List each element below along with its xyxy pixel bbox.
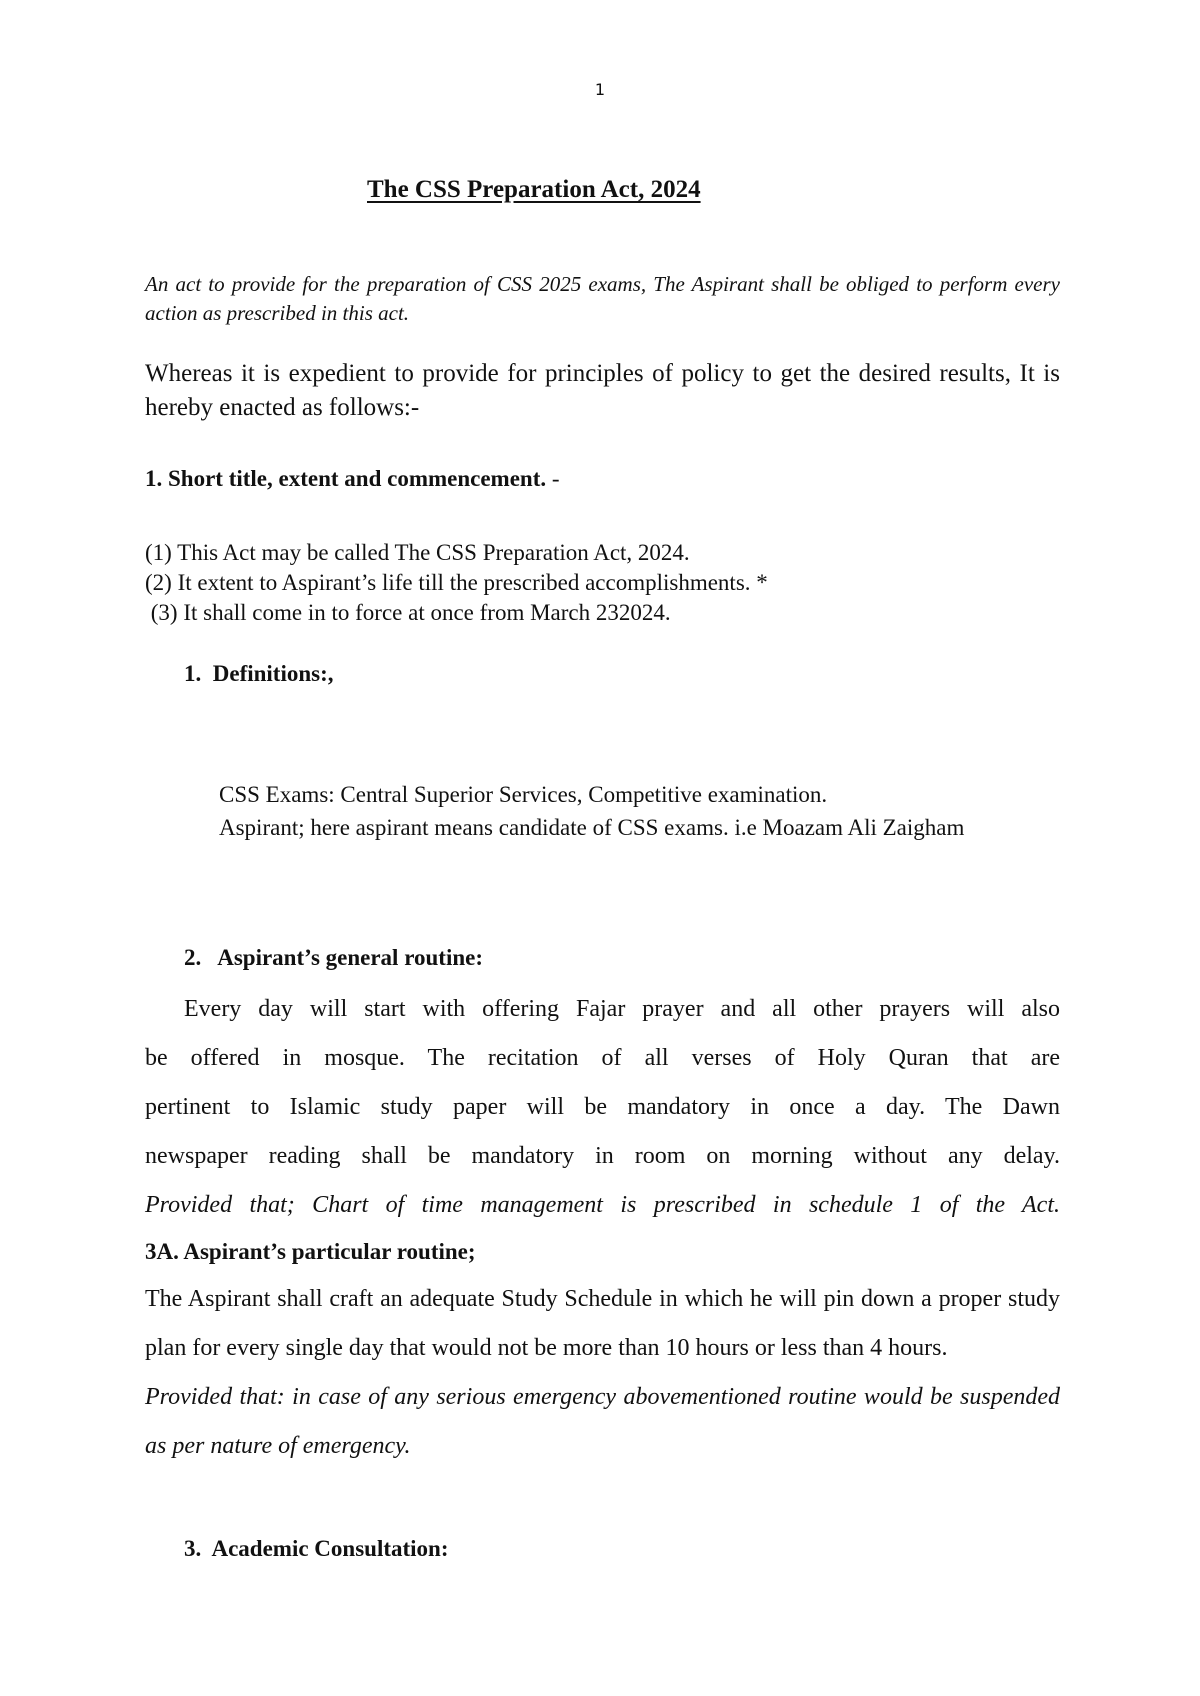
particular-routine-text: The Aspirant shall craft an adequate Study Schedule in which he will pin down a proper study plan for every single day that would not be more than 10 hours or less than 4 hours. [145, 1286, 1060, 1361]
clause-1: (1) This Act may be called The CSS Preparation Act, 2024. [145, 540, 690, 565]
definition-css-exams: CSS Exams: Central Superior Services, Competitive examination. [219, 782, 828, 807]
preamble: An act to provide for the preparation of CSS 2025 exams, The Aspirant shall be obliged to perform every action as prescribed in this act. [145, 272, 1060, 325]
whereas-clause: Whereas it is expedient to provide for principles of policy to get the desired results, It is hereby enacted as follows:- [145, 360, 1060, 421]
general-routine-heading: 2. Aspirant’s general routine: [184, 945, 483, 970]
act-title: The CSS Preparation Act, 2024 [367, 176, 701, 203]
routine-line: be offered in mosque. The recitation of all verses of Holy Quran that are [145, 1045, 1060, 1071]
routine-line: Every day will start with offering Fajar prayer and all other prayers will also [184, 996, 1060, 1022]
page-number: 1 [594, 80, 606, 99]
section-1-heading-suffix: - [546, 466, 560, 491]
routine-line: pertinent to Islamic study paper will be mandatory in once a day. The Dawn [145, 1094, 1060, 1120]
particular-routine-block [145, 1275, 1060, 1471]
general-routine-proviso: Provided that; Chart of time management is prescribed in schedule 1 of the Act. [145, 1192, 1060, 1218]
particular-routine-proviso: Provided that: in case of any serious emergency abovementioned routine would be suspended as per nature of emergency. [145, 1384, 1060, 1459]
definitions-heading: 1. Definitions:, [184, 661, 334, 686]
section-1-heading-text: 1. Short title, extent and commencement. [145, 466, 547, 491]
clause-2: (2) It extent to Aspirant’s life till the prescribed accomplishments. * [145, 570, 768, 595]
clause-3: (3) It shall come in to force at once from March 232024. [145, 600, 671, 625]
definition-aspirant: Aspirant; here aspirant means candidate of CSS exams. i.e Moazam Ali Zaigham [219, 815, 965, 840]
routine-line: newspaper reading shall be mandatory in room on morning without any delay. [145, 1143, 1060, 1169]
particular-routine-heading: 3A. Aspirant’s particular routine; [145, 1239, 476, 1264]
general-routine-text [145, 985, 1060, 1230]
section-1-heading [145, 466, 560, 492]
definitions-list [219, 778, 1060, 844]
academic-consultation-heading: 3. Academic Consultation: [184, 1536, 449, 1561]
